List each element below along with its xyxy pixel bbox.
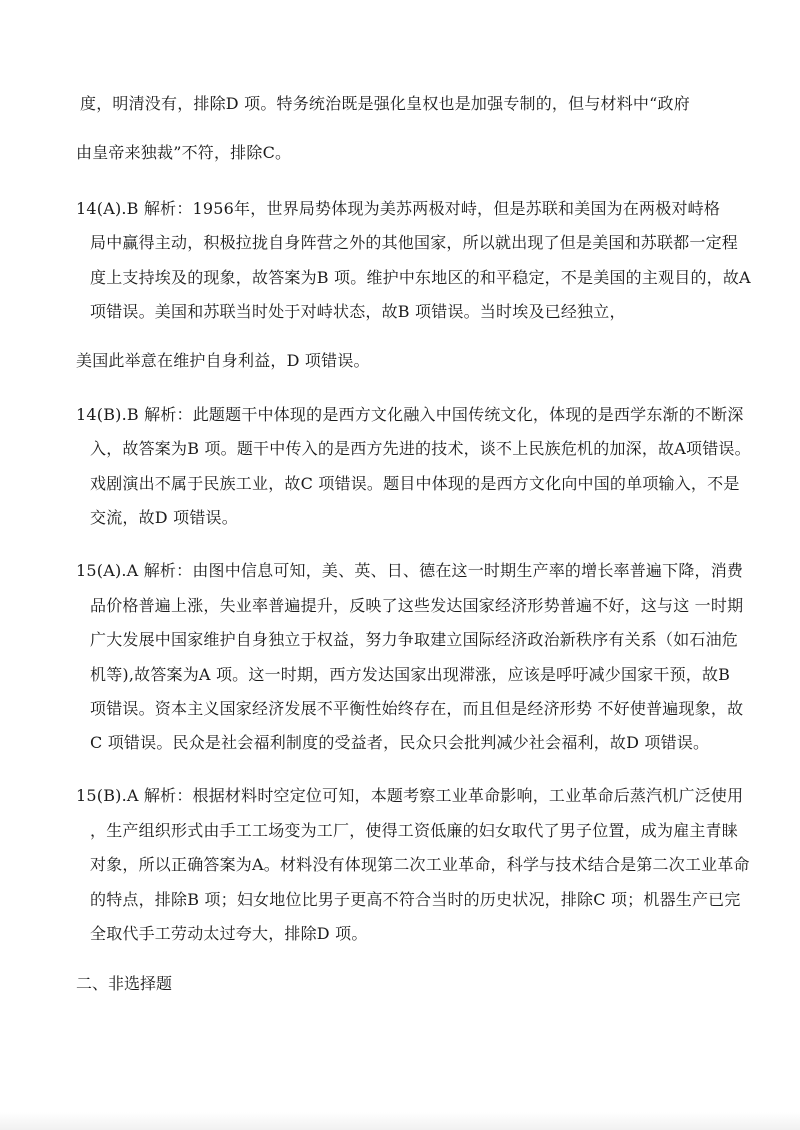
q14b-line-2: 入，故答案为B 项。题干中传入的是西方先进的技术，谈不上民族危机的加深，故A项错误。 — [90, 439, 751, 458]
q14a-line-5: 美国此举意在维护自身利益，D 项错误。 — [76, 351, 370, 370]
q14a-line-2: 局中赢得主动，积极拉拢自身阵营之外的其他国家，所以就出现了但是美国和苏联都一定程 — [90, 233, 739, 252]
q15b-line-1: 15(B).A 解析：根据材料时空定位可知，本题考察工业革命影响，工业革命后蒸汽机广泛使用 — [76, 786, 744, 805]
intro-line-1: 度，明清没有，排除D 项。特务统治既是强化皇权也是加强专制的，但与材料中“政府 — [80, 94, 690, 113]
q15a-line-1: 15(A).A 解析：由图中信息可知，美、英、日、德在这一时期生产率的增长率普遍下降，消费 — [76, 561, 744, 580]
q15b-line-5: 全取代手工劳动太过夸大，排除D 项。 — [90, 924, 368, 943]
q15b-line-4: 的特点，排除B 项；妇女地位比男子更高不符合当时的历史状况，排除C 项；机器生产已完 — [90, 890, 741, 909]
q14a-line-1: 14(A).B 解析：1956年，世界局势体现为美苏两极对峙，但是苏联和美国为在两极对峙格 — [76, 199, 721, 218]
q15b-line-3: 对象，所以正确答案为A。材料没有体现第二次工业革命，科学与技术结合是第二次工业革命 — [90, 855, 750, 874]
q15a-line-3: 广大发展中国家维护自身独立于权益，努力争取建立国际经济政治新秩序有关系（如石油危 — [90, 630, 739, 649]
q15b-line-2: ，生产组织形式由手工工场变为工厂，使得工资低廉的妇女取代了男子位置，成为雇主青睐 — [90, 821, 739, 840]
section-heading-non-choice: 二、非选择题 — [76, 974, 173, 993]
q14a-line-3: 度上支持埃及的现象，故答案为B 项。维护中东地区的和平稳定，不是美国的主观目的，故A — [90, 268, 751, 287]
q15a-line-4: 机等),故答案为A 项。这一时期，西方发达国家出现滞涨，应该是呼吁减少国家干预，故B — [90, 665, 731, 684]
page-bottom-shadow — [0, 1112, 800, 1130]
q15a-line-2: 品价格普遍上涨，失业率普遍提升，反映了这些发达国家经济形势普遍不好，这与这 一时期 — [90, 596, 744, 615]
q14a-line-4: 项错误。美国和苏联当时处于对峙状态，故B 项错误。当时埃及已经独立， — [90, 302, 626, 321]
q14b-line-3: 戏剧演出不属于民族工业，故C 项错误。题目中体现的是西方文化向中国的单项输入，不是 — [90, 474, 740, 493]
intro-line-2: 由皇帝来独裁”不符，排除C。 — [76, 143, 292, 162]
q14b-line-4: 交流，故D 项错误。 — [90, 508, 238, 527]
q15a-line-6: C 项错误。民众是社会福利制度的受益者，民众只会批判减少社会福利，故D 项错误。 — [90, 733, 710, 752]
q14b-line-1: 14(B).B 解析：此题题干中体现的是西方文化融入中国传统文化，体现的是西学东渐的不断深 — [76, 405, 744, 424]
q15a-line-5: 项错误。资本主义国家经济发展不平衡性始终存在，而且但是经济形势 不好使普遍现象，故 — [90, 699, 744, 718]
